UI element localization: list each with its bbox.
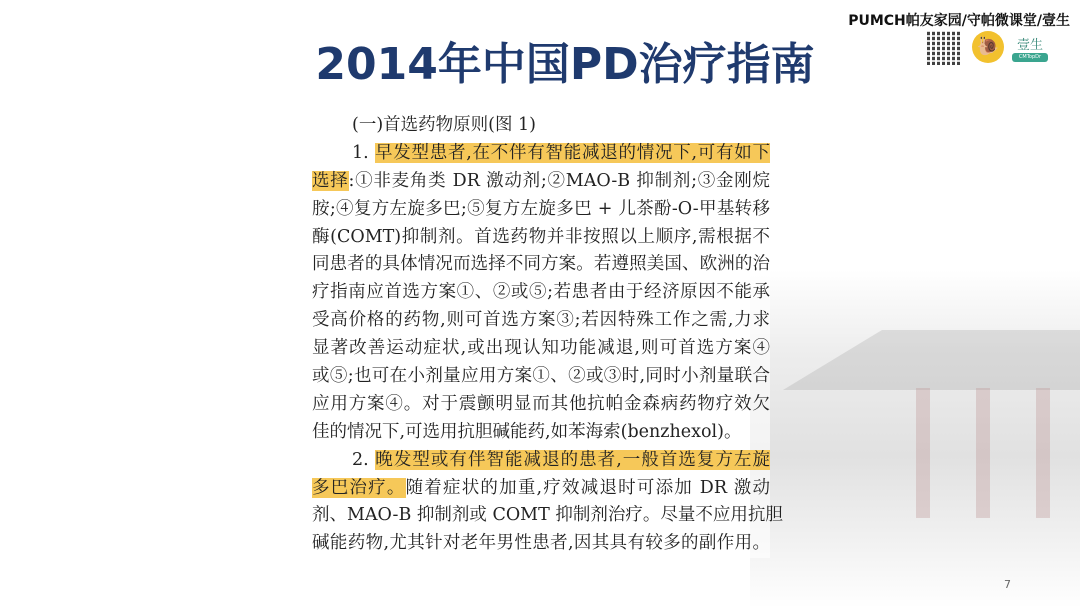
text-line: 疗指南应首选方案①、②或⑤;若患者由于经济原因不能承 — [312, 282, 770, 303]
text-span: :①非麦角类 DR 激动剂;②MAO-B 抑制剂;③金刚烷 — [348, 170, 771, 191]
text-line: 碱能药物,尤其针对老年男性患者,因其具有较多的副作用。 — [312, 533, 770, 554]
snail-logo-icon: 🐌 — [972, 31, 1004, 63]
text-span: 随着症状的加重,疗效减退时可添加 DR 激动 — [405, 477, 770, 498]
text-line: 胺;④复方左旋多巴;⑤复方左旋多巴 + 儿茶酚-O-甲基转移 — [312, 198, 770, 219]
item-number: 1. — [352, 142, 376, 163]
background-building-image — [750, 270, 1080, 608]
background-pillar — [1036, 388, 1050, 518]
text-line — [312, 475, 770, 503]
brand-text: PUMCH帕友家园/守帕微课堂/壹生 — [848, 13, 1070, 29]
text-line — [312, 140, 770, 168]
text-line: 剂、MAO-B 抑制剂或 COMT 抑制剂治疗。尽量不应用抗胆 — [312, 505, 783, 526]
section-heading: (一)首选药物原则(图 1) — [352, 115, 537, 135]
text-line: 同患者的具体情况而选择不同方案。若遵照美国、欧洲的治 — [312, 254, 770, 275]
text-line: 酶(COMT)抑制剂。首选药物并非按照以上顺序,需根据不 — [312, 226, 770, 247]
text-line: 或⑤;也可在小剂量应用方案①、②或③时,同时小剂量联合 — [312, 366, 770, 387]
text-line — [312, 168, 770, 196]
page-number: 7 — [1004, 578, 1011, 591]
background-pillar — [976, 388, 990, 518]
background-pillar — [916, 388, 930, 518]
highlighted-text: 晚发型或有伴智能减退的患者,一般首选复方左旋 — [375, 449, 770, 470]
highlighted-text: 早发型患者,在不伴有智能减退的情况下,可有如下 — [375, 142, 771, 163]
text-line: 佳的情况下,可选用抗胆碱能药,如苯海索(benzhexol)。 — [312, 421, 742, 442]
highlighted-text: 选择 — [312, 170, 349, 191]
text-line: 应用方案④。对于震颤明显而其他抗帕金森病药物疗效欠 — [312, 393, 770, 414]
document-excerpt — [312, 112, 783, 558]
item-number: 2. — [352, 449, 376, 470]
highlighted-text: 多巴治疗。 — [312, 477, 406, 498]
slide-title: 2014年中国PD治疗指南 — [315, 39, 815, 90]
logo-subtext: CMTopDr — [1012, 53, 1048, 62]
text-line — [312, 447, 770, 475]
logo-text: 壹生 — [1016, 38, 1043, 53]
text-line: 受高价格的药物,则可首选方案③;若因特殊工作之需,力求 — [312, 310, 770, 331]
text-line: 显著改善运动症状,或出现认知功能减退,则可首选方案④ — [312, 338, 770, 359]
